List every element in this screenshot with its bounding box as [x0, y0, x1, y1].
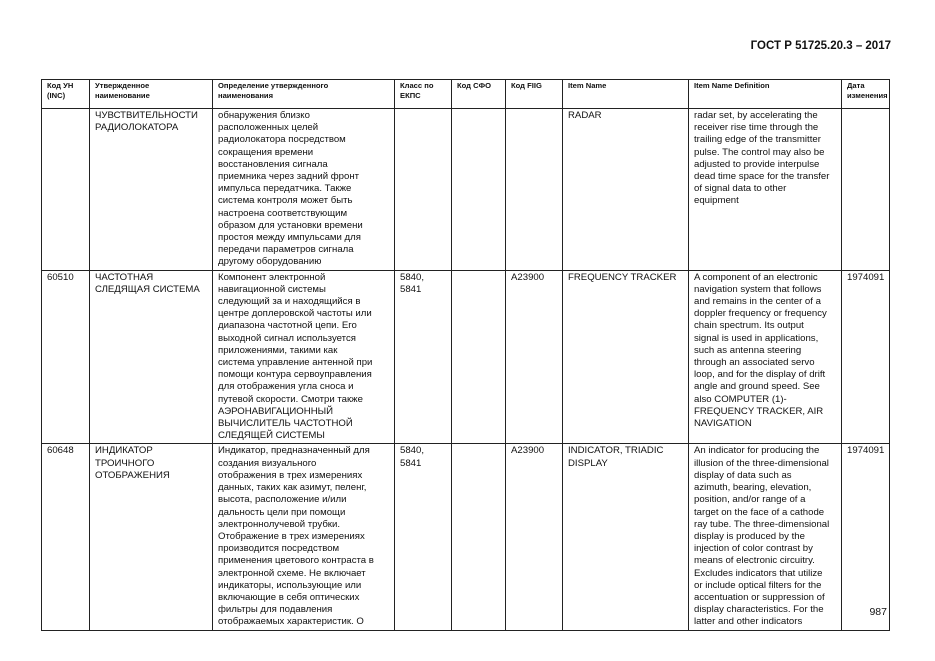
cell-sfo — [452, 270, 506, 444]
cell-item-name-definition: radar set, by accelerating the receiver rise time through the trailing edge of the transmitter pulse. The control may also be adjusted to provide interpulse dead time space for the transfer of signal data to other equipment — [689, 109, 842, 271]
item-name-table — [41, 79, 890, 631]
col-header-item-name-definition: Item Name Definition — [689, 80, 842, 109]
table-row — [42, 270, 890, 444]
cell-inc: 60648 — [42, 444, 90, 630]
cell-item-name: RADAR — [563, 109, 689, 271]
col-header-fiig: Код FIIG — [506, 80, 563, 109]
cell-inc: 60510 — [42, 270, 90, 444]
cell-item-name: INDICATOR, TRIADIC DISPLAY — [563, 444, 689, 630]
cell-approved-name: ЧУВСТВИТЕЛЬНОСТИ РАДИОЛОКАТОРА — [90, 109, 213, 271]
col-header-inc: Код УН (INC) — [42, 80, 90, 109]
cell-sfo — [452, 444, 506, 630]
col-header-sfo: Код СФО — [452, 80, 506, 109]
cell-sfo — [452, 109, 506, 271]
cell-date — [842, 109, 890, 271]
col-header-class: Класс по ЕКПС — [395, 80, 452, 109]
col-header-definition-ru: Определение утвержденного наименования — [213, 80, 395, 109]
cell-class: 5840, 5841 — [395, 444, 452, 630]
table-row — [42, 109, 890, 271]
cell-definition-ru: обнаружения близко расположенных целей радиолокатора посредством сокращения времени восстановления сигнала приемника через задний фронт импульса передатчика. Также система контроля может быть настроена соответствующим образом для установки времени простоя между импульсами для передачи параметров сигнала другому оборудованию — [213, 109, 395, 271]
cell-fiig: A23900 — [506, 444, 563, 630]
col-header-item-name: Item Name — [563, 80, 689, 109]
cell-approved-name: ЧАСТОТНАЯ СЛЕДЯЩАЯ СИСТЕМА — [90, 270, 213, 444]
cell-date: 1974091 — [842, 444, 890, 630]
cell-item-name-definition: A component of an electronic navigation system that follows and remains in the center of a doppler frequency or frequency chain spectrum. Its output signal is used in applications, such as antenna steering through an associated servo loop, and for the display of drift angle and ground speed. See also COMPUTER (1)- FREQUENCY TRACKER, AIR NAVIGATION — [689, 270, 842, 444]
cell-class — [395, 109, 452, 271]
col-header-approved-name: Утвержденное наименование — [90, 80, 213, 109]
cell-item-name-definition: An indicator for producing the illusion of the three-dimensional display of data such as azimuth, bearing, elevation, position, and/or range of a target on the face of a cathode ray tube. The three-dimensional display is produced by the injection of color contrast by means of electronic circuitry. Excludes indicators that utilize or include optical filters for the accentuation or suppression of display characteristics. For the latter and other indicators — [689, 444, 842, 630]
cell-class: 5840, 5841 — [395, 270, 452, 444]
document-header: ГОСТ Р 51725.20.3 – 2017 — [750, 40, 891, 52]
cell-date: 1974091 — [842, 270, 890, 444]
cell-definition-ru: Индикатор, предназначенный для создания визуального отображения в трех измерениях данных, таких как азимут, пеленг, высота, расположение и/или дальность цели при помощи электроннолучевой трубки. Отображение в трех измерениях производится посредством применения цветового контраста в электронной схеме. Не включает индикаторы, использующие или включающие в себя оптических фильтры для подавления отображаемых характеристик. О — [213, 444, 395, 630]
cell-definition-ru: Компонент электронной навигационной системы следующий за и находящийся в центре доплеровской частоты или диапазона частотной цепи. Его выходной сигнал используется приложениями, такими как система управление антенной при помощи контура сервоуправления для отображения угла сноса и путевой скорости. Смотри также АЭРОНАВИГАЦИОННЫЙ ВЫЧИСЛИТЕЛЬ ЧАСТОТНОЙ СЛЕДЯЩЕЙ СИСТЕМЫ — [213, 270, 395, 444]
cell-approved-name: ИНДИКАТОР ТРОИЧНОГО ОТОБРАЖЕНИЯ — [90, 444, 213, 630]
table-header-row — [42, 80, 890, 109]
page-number: 987 — [869, 606, 887, 618]
cell-item-name: FREQUENCY TRACKER — [563, 270, 689, 444]
col-header-date: Дата изменения — [842, 80, 890, 109]
cell-fiig — [506, 109, 563, 271]
table-row — [42, 444, 890, 630]
cell-fiig: A23900 — [506, 270, 563, 444]
cell-inc — [42, 109, 90, 271]
